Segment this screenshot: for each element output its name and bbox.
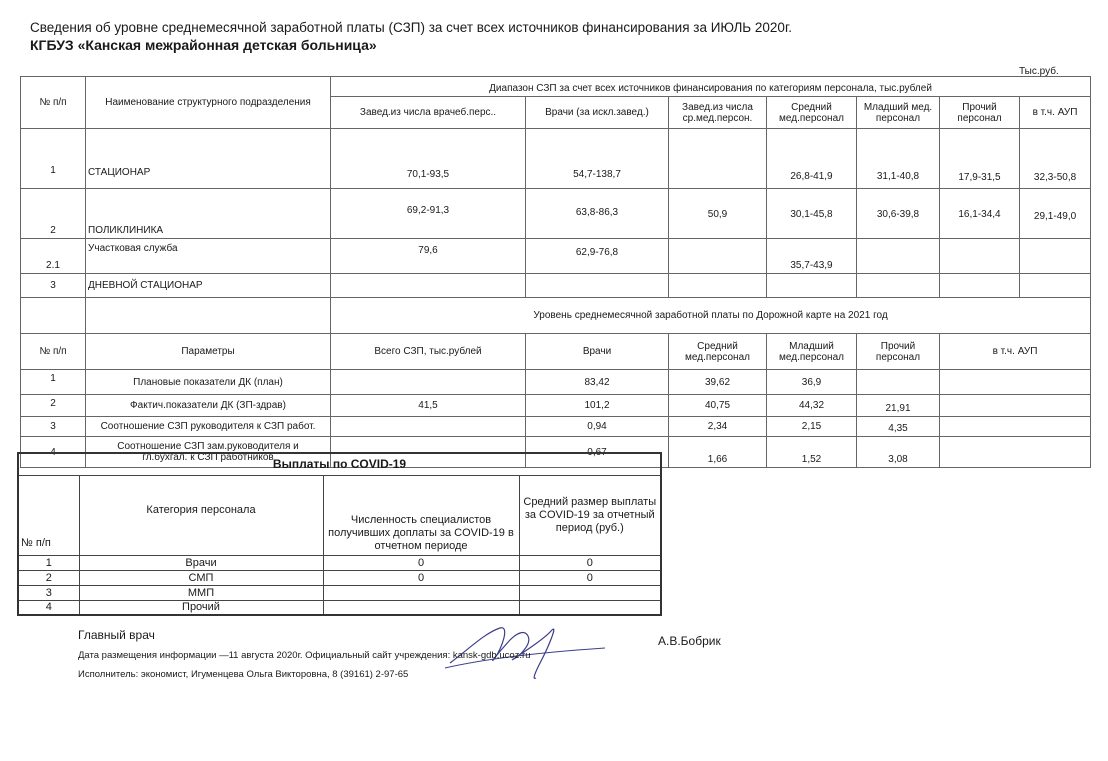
blank-cell [21,298,86,334]
row-num: 2 [18,570,79,585]
cell [323,585,519,600]
row-name: Соотношение СЗП зам.руководителя и гл.бухгал. к СЗП работников [86,437,331,468]
cell [940,417,1091,437]
row-num: 4 [18,600,79,615]
cell: 63,8-86,3 [526,189,669,239]
row-num: 2 [21,395,86,417]
cell: 41,5 [331,395,526,417]
table-row [21,189,1091,239]
report-title: Сведения об уровне среднемесячной заработной платы (СЗП) за счет всех источников финансирования за ИЮЛЬ 2020г. [30,20,792,35]
row-category: СМП [79,570,323,585]
cell [669,129,767,189]
roadmap-col-aup: в т.ч. АУП [940,334,1091,370]
cell: 4,35 [857,417,940,437]
covid-col-category: Категория персонала [79,475,323,555]
cell: 62,9-76,8 [526,239,669,274]
cell [331,417,526,437]
cell: 40,75 [669,395,767,417]
cell: 31,1-40,8 [857,129,940,189]
cell: 44,32 [767,395,857,417]
row-category: Прочий [79,600,323,615]
range-col-2: Врачи (за искл.завед.) [526,97,669,129]
row-num: 2 [21,189,86,239]
cell [331,370,526,395]
publication-info: Дата размещения информации —11 августа 2020г. Официальный сайт учреждения: kansk-gdb.ucoz.ru [78,650,531,661]
cell: 1,52 [767,437,857,468]
covid-col-avg: Средний размер выплаты за COVID-19 за отчетный период (руб.) [519,475,661,555]
range-col-name: Наименование структурного подразделения [86,77,331,129]
cell: 30,6-39,8 [857,189,940,239]
cell: 29,1-49,0 [1020,189,1091,239]
row-name: СТАЦИОНАР [86,129,331,189]
table-row [21,417,1091,437]
cell: 70,1-93,5 [331,129,526,189]
cell: 79,6 [331,239,526,274]
handwritten-signature [440,608,610,688]
cell [519,585,661,600]
cell [857,239,940,274]
cell [940,370,1091,395]
position-label: Главный врач [78,628,155,642]
row-num: 3 [21,417,86,437]
table-row [21,239,1091,274]
range-col-5: Младший мед. персонал [857,97,940,129]
salary-range-table [20,76,1091,468]
table-row [21,129,1091,189]
cell: 0 [323,555,519,570]
cell: 83,42 [526,370,669,395]
range-col-1: Завед.из числа врачеб.перс.. [331,97,526,129]
cell: 30,1-45,8 [767,189,857,239]
unit-label: Тыс.руб. [1019,66,1059,77]
cell: 50,9 [669,189,767,239]
roadmap-col-num: № п/п [21,334,86,370]
row-name: ПОЛИКЛИНИКА [86,189,331,239]
table-row [21,370,1091,395]
row-name: Соотношение СЗП руководителя к СЗП работ. [86,417,331,437]
cell: 16,1-34,4 [940,189,1020,239]
roadmap-col-param: Параметры [86,334,331,370]
cell: 39,62 [669,370,767,395]
cell [331,274,526,298]
cell: 36,9 [767,370,857,395]
cell: 17,9-31,5 [940,129,1020,189]
row-num: 1 [21,129,86,189]
range-col-4: Средний мед.персонал [767,97,857,129]
row-num: 2.1 [21,239,86,274]
row-name: Плановые показатели ДК (план) [86,370,331,395]
cell [940,239,1020,274]
range-col-num: № п/п [21,77,86,129]
cell: 0 [323,570,519,585]
covid-title: Выплаты по COVID-19 [18,453,661,475]
organization-name: КГБУЗ «Канская межрайонная детская больница» [30,37,377,53]
blank-cell [86,298,331,334]
table-row [21,274,1091,298]
row-num: 4 [21,437,86,468]
covid-col-num: № п/п [18,475,79,555]
cell [767,274,857,298]
roadmap-title: Уровень среднемесячной заработной платы по Дорожной карте на 2021 год [331,298,1091,334]
row-name: Участковая служба [86,239,331,274]
cell [526,274,669,298]
row-name: ДНЕВНОЙ СТАЦИОНАР [86,274,331,298]
cell [1020,239,1091,274]
cell: 32,3-50,8 [1020,129,1091,189]
row-num: 3 [21,274,86,298]
cell [857,274,940,298]
executor-info: Исполнитель: экономист, Игуменцева Ольга Викторовна, 8 (39161) 2-97-65 [78,669,409,680]
cell: 69,2-91,3 [331,189,526,239]
cell [940,395,1091,417]
cell: 35,7-43,9 [767,239,857,274]
cell [940,274,1020,298]
cell: 2,15 [767,417,857,437]
cell: 21,91 [857,395,940,417]
cell: 3,08 [857,437,940,468]
covid-col-count: Численность специалистов получивших доплаты за COVID-19 в отчетном периоде [323,475,519,555]
range-col-3: Завед.из числа ср.мед.персон. [669,97,767,129]
cell: 0,67 [526,437,669,468]
range-col-6: Прочий персонал [940,97,1020,129]
range-group-title: Диапазон СЗП за счет всех источников финансирования по категориям персонала, тыс.рублей [331,77,1091,97]
table-row [21,395,1091,417]
cell [669,274,767,298]
roadmap-col-junior: Младший мед.персонал [767,334,857,370]
roadmap-col-doctors: Врачи [526,334,669,370]
cell [669,239,767,274]
cell: 26,8-41,9 [767,129,857,189]
roadmap-col-other: Прочий персонал [857,334,940,370]
cell: 0,94 [526,417,669,437]
table-row [18,570,661,585]
table-row [18,555,661,570]
row-num: 3 [18,585,79,600]
row-category: Врачи [79,555,323,570]
row-num: 1 [21,370,86,395]
range-col-7: в т.ч. АУП [1020,97,1091,129]
cell [857,370,940,395]
covid-payments-table [17,452,662,616]
row-name: Фактич.показатели ДК (ЗП-здрав) [86,395,331,417]
cell [940,437,1091,468]
cell: 1,66 [669,437,767,468]
cell: 0 [519,570,661,585]
row-num: 1 [18,555,79,570]
table-row [18,585,661,600]
signer-name: А.В.Бобрик [658,634,721,648]
roadmap-col-middle: Средний мед.персонал [669,334,767,370]
cell: 101,2 [526,395,669,417]
cell: 2,34 [669,417,767,437]
cell [1020,274,1091,298]
cell: 54,7-138,7 [526,129,669,189]
row-category: ММП [79,585,323,600]
cell: 0 [519,555,661,570]
roadmap-col-total: Всего СЗП, тыс.рублей [331,334,526,370]
